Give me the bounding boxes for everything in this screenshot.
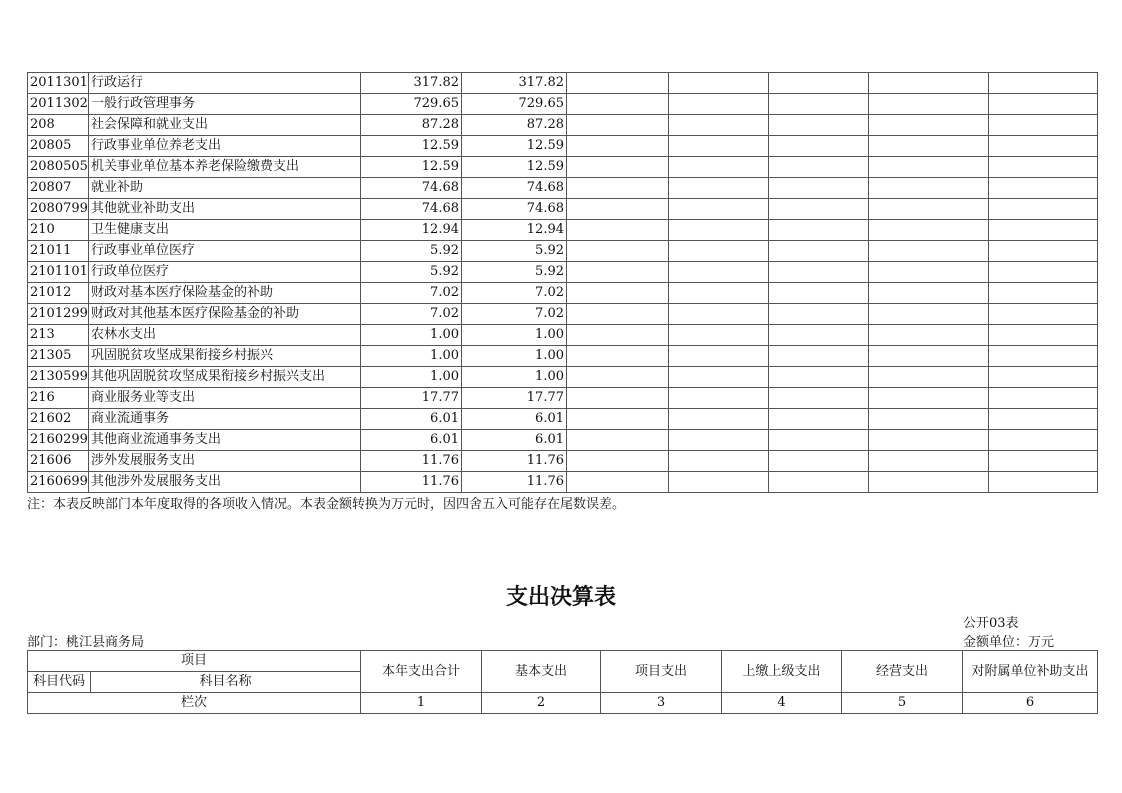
row-code: 21602	[28, 409, 89, 430]
row-basic: 11.76	[462, 472, 567, 493]
empty-cell	[989, 220, 1098, 241]
empty-cell	[769, 451, 869, 472]
row-basic: 87.28	[462, 115, 567, 136]
empty-cell	[869, 388, 989, 409]
empty-cell	[567, 241, 669, 262]
row-total: 17.77	[361, 388, 462, 409]
empty-cell	[567, 199, 669, 220]
row-code: 2101101	[28, 262, 89, 283]
row-basic: 317.82	[462, 73, 567, 94]
table-row	[28, 304, 1098, 325]
row-name: 财政对其他基本医疗保险基金的补助	[89, 304, 361, 325]
empty-cell	[769, 199, 869, 220]
row-code: 2080505	[28, 157, 89, 178]
row-code: 2160699	[28, 472, 89, 493]
row-basic: 5.92	[462, 262, 567, 283]
row-code: 216	[28, 388, 89, 409]
empty-cell	[989, 451, 1098, 472]
empty-cell	[567, 157, 669, 178]
table-row	[28, 178, 1098, 199]
empty-cell	[869, 367, 989, 388]
empty-cell	[869, 178, 989, 199]
empty-cell	[869, 157, 989, 178]
empty-cell	[989, 157, 1098, 178]
row-basic: 6.01	[462, 430, 567, 451]
row-name: 其他就业补助支出	[89, 199, 361, 220]
header-total: 本年支出合计	[361, 651, 482, 693]
row-code: 2101299	[28, 304, 89, 325]
empty-cell	[869, 115, 989, 136]
empty-cell	[989, 346, 1098, 367]
empty-cell	[989, 241, 1098, 262]
empty-cell	[567, 409, 669, 430]
header-subsidy: 对附属单位补助支出	[963, 651, 1098, 693]
empty-cell	[989, 283, 1098, 304]
col-num: 1	[361, 693, 482, 714]
table-row	[28, 241, 1098, 262]
row-name: 就业补助	[89, 178, 361, 199]
empty-cell	[769, 262, 869, 283]
row-code: 2011302	[28, 94, 89, 115]
empty-cell	[769, 325, 869, 346]
empty-cell	[989, 325, 1098, 346]
row-name: 社会保障和就业支出	[89, 115, 361, 136]
empty-cell	[989, 178, 1098, 199]
empty-cell	[769, 283, 869, 304]
empty-cell	[869, 325, 989, 346]
row-code: 213	[28, 325, 89, 346]
row-basic: 7.02	[462, 304, 567, 325]
empty-cell	[769, 472, 869, 493]
row-name: 其他巩固脱贫攻坚成果衔接乡村振兴支出	[89, 367, 361, 388]
amount-unit-label: 金额单位：万元	[963, 635, 1055, 650]
empty-cell	[869, 220, 989, 241]
row-code: 2011301	[28, 73, 89, 94]
empty-cell	[989, 472, 1098, 493]
row-code: 2080799	[28, 199, 89, 220]
row-code: 2160299	[28, 430, 89, 451]
row-code: 21305	[28, 346, 89, 367]
table-row	[28, 367, 1098, 388]
row-name: 其他涉外发展服务支出	[89, 472, 361, 493]
row-name: 财政对基本医疗保险基金的补助	[89, 283, 361, 304]
empty-cell	[567, 325, 669, 346]
empty-cell	[989, 367, 1098, 388]
empty-cell	[769, 94, 869, 115]
table-row	[28, 283, 1098, 304]
row-total: 317.82	[361, 73, 462, 94]
row-total: 6.01	[361, 430, 462, 451]
empty-cell	[669, 325, 769, 346]
table-row	[28, 409, 1098, 430]
table-body	[28, 73, 1098, 493]
empty-cell	[769, 346, 869, 367]
empty-cell	[567, 73, 669, 94]
header-item: 项目	[28, 651, 361, 672]
empty-cell	[989, 199, 1098, 220]
empty-cell	[769, 178, 869, 199]
col-num: 4	[722, 693, 842, 714]
row-name: 农林水支出	[89, 325, 361, 346]
row-total: 12.59	[361, 136, 462, 157]
empty-cell	[669, 157, 769, 178]
table-row	[28, 94, 1098, 115]
empty-cell	[769, 367, 869, 388]
table-row	[28, 157, 1098, 178]
empty-cell	[769, 73, 869, 94]
row-basic: 1.00	[462, 367, 567, 388]
table-row	[28, 451, 1098, 472]
empty-cell	[567, 367, 669, 388]
empty-cell	[869, 430, 989, 451]
empty-cell	[769, 115, 869, 136]
table-row	[28, 262, 1098, 283]
col-num: 6	[963, 693, 1098, 714]
empty-cell	[869, 409, 989, 430]
empty-cell	[869, 199, 989, 220]
empty-cell	[567, 451, 669, 472]
empty-cell	[669, 472, 769, 493]
empty-cell	[669, 430, 769, 451]
col-num: 2	[482, 693, 601, 714]
empty-cell	[669, 304, 769, 325]
table-row	[28, 220, 1098, 241]
empty-cell	[567, 388, 669, 409]
row-code: 21011	[28, 241, 89, 262]
table-row	[28, 115, 1098, 136]
empty-cell	[989, 430, 1098, 451]
empty-cell	[989, 409, 1098, 430]
row-total: 12.94	[361, 220, 462, 241]
empty-cell	[567, 472, 669, 493]
row-total: 5.92	[361, 262, 462, 283]
empty-cell	[567, 220, 669, 241]
row-name: 行政运行	[89, 73, 361, 94]
table-note: 注：本表反映部门本年度取得的各项收入情况。本表金额转换为万元时，因四舍五入可能存在尾数误差。	[27, 497, 626, 512]
page-title: 支出决算表	[505, 585, 616, 610]
header-code: 科目代码	[28, 672, 91, 693]
empty-cell	[567, 346, 669, 367]
empty-cell	[669, 94, 769, 115]
row-name: 一般行政管理事务	[89, 94, 361, 115]
row-total: 11.76	[361, 451, 462, 472]
empty-cell	[567, 304, 669, 325]
empty-cell	[669, 367, 769, 388]
header-upper: 上缴上级支出	[722, 651, 842, 693]
empty-cell	[989, 388, 1098, 409]
empty-cell	[567, 94, 669, 115]
empty-cell	[669, 199, 769, 220]
row-name: 行政单位医疗	[89, 262, 361, 283]
col-num: 5	[842, 693, 963, 714]
empty-cell	[567, 283, 669, 304]
empty-cell	[669, 451, 769, 472]
table-row	[28, 388, 1098, 409]
row-total: 1.00	[361, 367, 462, 388]
row-basic: 12.59	[462, 136, 567, 157]
row-basic: 11.76	[462, 451, 567, 472]
empty-cell	[989, 136, 1098, 157]
header-name: 科目名称	[91, 672, 361, 693]
col-num: 3	[601, 693, 722, 714]
empty-cell	[869, 304, 989, 325]
empty-cell	[869, 241, 989, 262]
row-total: 11.76	[361, 472, 462, 493]
row-name: 商业流通事务	[89, 409, 361, 430]
empty-cell	[769, 430, 869, 451]
table-row	[28, 73, 1098, 94]
empty-cell	[869, 451, 989, 472]
row-code: 20805	[28, 136, 89, 157]
empty-cell	[869, 472, 989, 493]
empty-cell	[769, 157, 869, 178]
header-row-label: 栏次	[28, 693, 361, 714]
empty-cell	[769, 304, 869, 325]
row-basic: 5.92	[462, 241, 567, 262]
empty-cell	[669, 283, 769, 304]
row-code: 20807	[28, 178, 89, 199]
department-label: 部门：桃江县商务局	[27, 635, 145, 650]
row-basic: 729.65	[462, 94, 567, 115]
empty-cell	[869, 283, 989, 304]
empty-cell	[869, 136, 989, 157]
empty-cell	[567, 430, 669, 451]
header-basic: 基本支出	[482, 651, 601, 693]
row-total: 729.65	[361, 94, 462, 115]
empty-cell	[769, 409, 869, 430]
expenditure-detail-table	[27, 72, 1098, 493]
empty-cell	[669, 73, 769, 94]
row-code: 208	[28, 115, 89, 136]
row-code: 2130599	[28, 367, 89, 388]
empty-cell	[669, 409, 769, 430]
empty-cell	[869, 73, 989, 94]
empty-cell	[567, 178, 669, 199]
empty-cell	[989, 73, 1098, 94]
row-name: 行政事业单位养老支出	[89, 136, 361, 157]
row-basic: 1.00	[462, 346, 567, 367]
empty-cell	[567, 115, 669, 136]
table-row	[28, 136, 1098, 157]
row-total: 5.92	[361, 241, 462, 262]
row-basic: 7.02	[462, 283, 567, 304]
row-basic: 74.68	[462, 178, 567, 199]
row-total: 12.59	[361, 157, 462, 178]
empty-cell	[989, 262, 1098, 283]
row-basic: 12.94	[462, 220, 567, 241]
row-name: 行政事业单位医疗	[89, 241, 361, 262]
empty-cell	[989, 115, 1098, 136]
row-name: 卫生健康支出	[89, 220, 361, 241]
row-basic: 17.77	[462, 388, 567, 409]
form-number: 公开03表	[963, 616, 1019, 631]
empty-cell	[869, 94, 989, 115]
row-name: 机关事业单位基本养老保险缴费支出	[89, 157, 361, 178]
row-total: 74.68	[361, 199, 462, 220]
row-basic: 74.68	[462, 199, 567, 220]
row-total: 74.68	[361, 178, 462, 199]
empty-cell	[769, 220, 869, 241]
empty-cell	[769, 388, 869, 409]
row-name: 巩固脱贫攻坚成果衔接乡村振兴	[89, 346, 361, 367]
header-project: 项目支出	[601, 651, 722, 693]
empty-cell	[869, 346, 989, 367]
row-total: 87.28	[361, 115, 462, 136]
empty-cell	[669, 178, 769, 199]
table-row	[28, 472, 1098, 493]
empty-cell	[989, 94, 1098, 115]
row-code: 21606	[28, 451, 89, 472]
table-row	[28, 325, 1098, 346]
expenditure-header-table	[27, 650, 1098, 714]
row-code: 21012	[28, 283, 89, 304]
row-basic: 12.59	[462, 157, 567, 178]
row-total: 7.02	[361, 283, 462, 304]
empty-cell	[669, 220, 769, 241]
row-name: 涉外发展服务支出	[89, 451, 361, 472]
row-basic: 1.00	[462, 325, 567, 346]
table-row	[28, 346, 1098, 367]
row-total: 1.00	[361, 346, 462, 367]
header-business: 经营支出	[842, 651, 963, 693]
row-name: 其他商业流通事务支出	[89, 430, 361, 451]
empty-cell	[669, 241, 769, 262]
empty-cell	[669, 346, 769, 367]
empty-cell	[567, 262, 669, 283]
table-row	[28, 199, 1098, 220]
row-total: 6.01	[361, 409, 462, 430]
empty-cell	[669, 136, 769, 157]
empty-cell	[567, 136, 669, 157]
row-total: 7.02	[361, 304, 462, 325]
empty-cell	[669, 388, 769, 409]
row-code: 210	[28, 220, 89, 241]
table-row	[28, 430, 1098, 451]
empty-cell	[769, 241, 869, 262]
empty-cell	[989, 304, 1098, 325]
row-total: 1.00	[361, 325, 462, 346]
empty-cell	[669, 262, 769, 283]
row-name: 商业服务业等支出	[89, 388, 361, 409]
empty-cell	[869, 262, 989, 283]
empty-cell	[769, 136, 869, 157]
empty-cell	[669, 115, 769, 136]
row-basic: 6.01	[462, 409, 567, 430]
